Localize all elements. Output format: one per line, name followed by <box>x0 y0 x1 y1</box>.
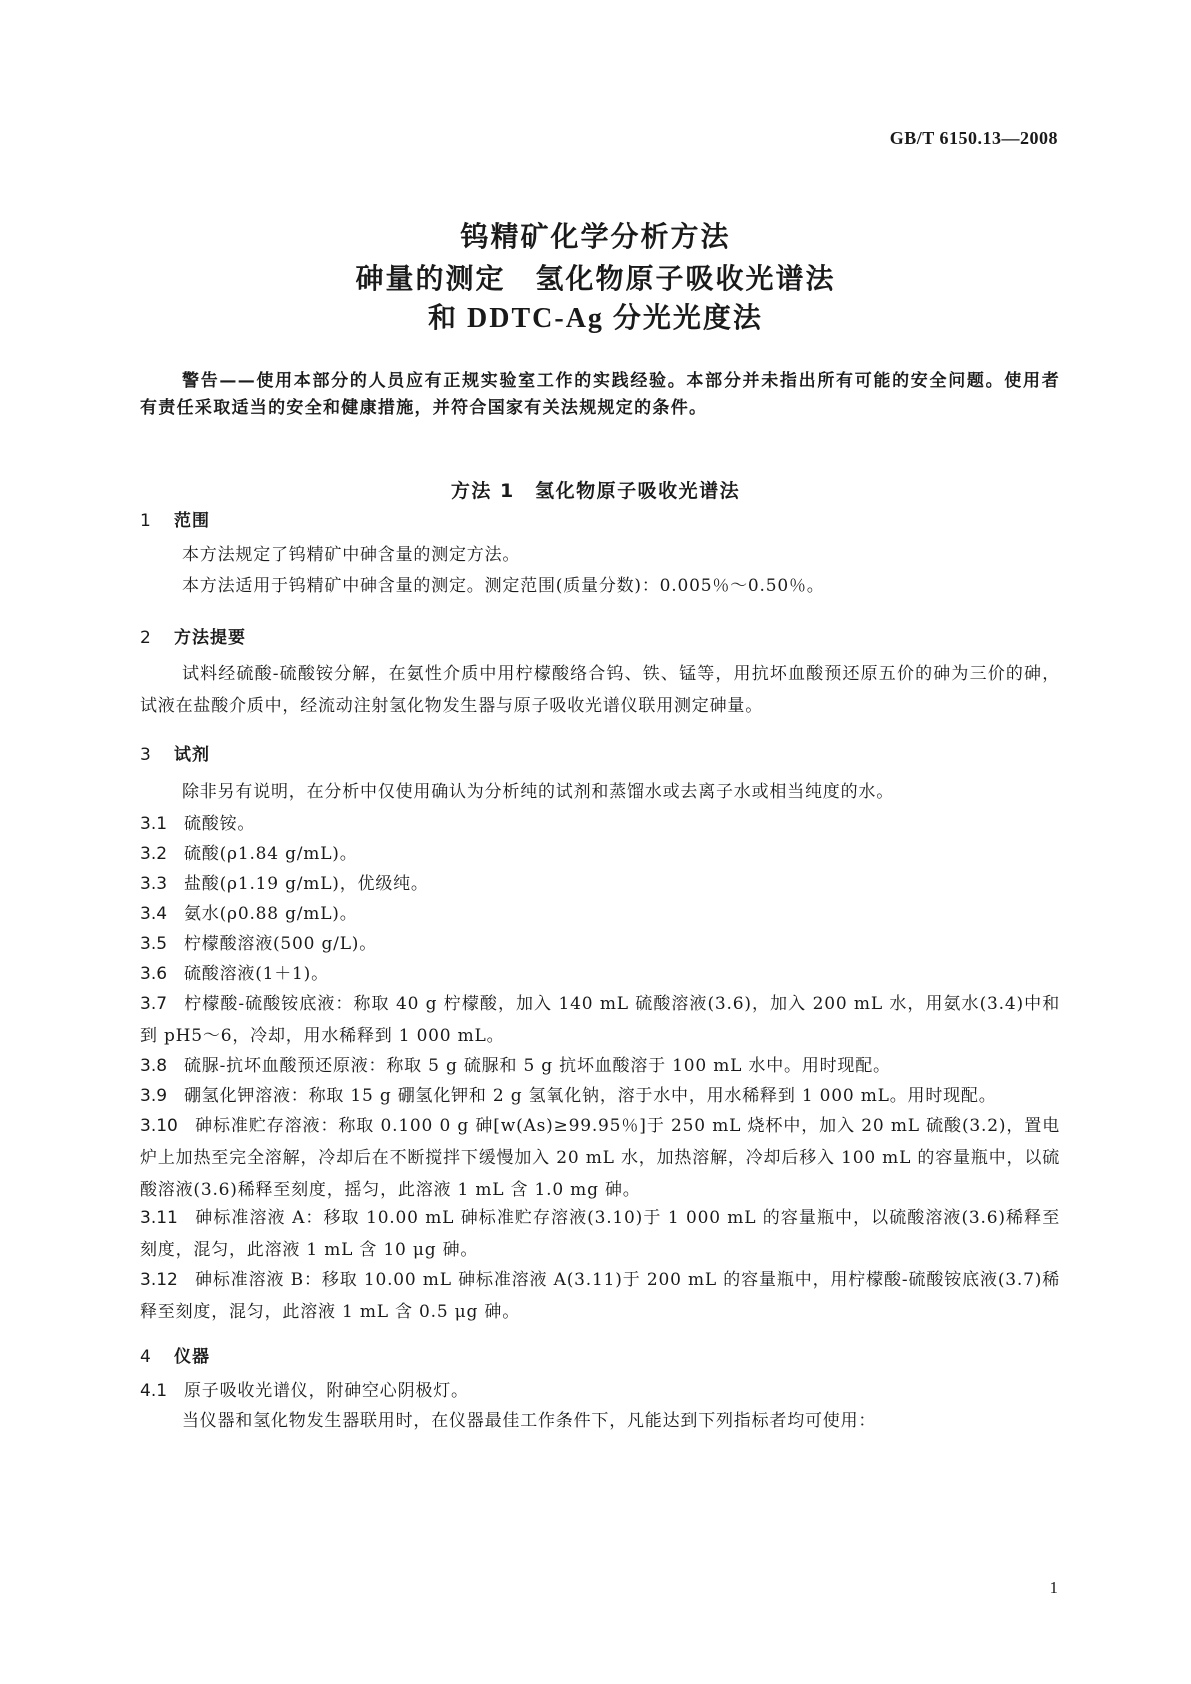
item-text: 硫酸(ρ1.84 g/mL)。 <box>184 844 358 864</box>
paragraph: 本方法适用于钨精矿中砷含量的测定。测定范围(质量分数)：0.005％～0.50％。 <box>182 576 825 596</box>
item-number: 3.9 <box>140 1086 168 1106</box>
item-text: 原子吸收光谱仪，附砷空心阴极灯。 <box>184 1381 469 1401</box>
list-item <box>140 808 1060 840</box>
section-number: 3 <box>140 745 152 765</box>
list-item <box>140 898 1060 930</box>
item-text: 硫酸溶液(1＋1)。 <box>184 964 329 984</box>
item-text: 砷标准溶液 A：移取 10.00 mL 砷标准贮存溶液(3.10)于 1 000 mL 的容量瓶中，以硫酸溶液(3.6)稀释至刻度，混匀，此溶液 1 mL 含 10 μg 砷。 <box>140 1208 1060 1260</box>
item-number: 3.4 <box>140 904 168 924</box>
item-number: 3.10 <box>140 1116 178 1136</box>
item-text: 氨水(ρ0.88 g/mL)。 <box>184 904 358 924</box>
section-heading-principle <box>140 623 246 648</box>
item-number: 3.7 <box>140 994 168 1014</box>
item-text: 硼氢化钾溶液：称取 15 g 硼氢化钾和 2 g 氢氧化钠，溶于水中，用水稀释到 1 000 mL。用时现配。 <box>184 1086 997 1106</box>
item-text: 柠檬酸-硫酸铵底液：称取 40 g 柠檬酸，加入 140 mL 硫酸溶液(3.6)，加入 200 mL 水，用氨水(3.4)中和到 pH5～6，冷却，用水稀释到 1 000 mL。 <box>140 994 1060 1046</box>
item-text: 柠檬酸溶液(500 g/L)。 <box>184 934 378 954</box>
item-text: 硫脲-抗坏血酸预还原液：称取 5 g 硫脲和 5 g 抗坏血酸溶于 100 mL 水中。用时现配。 <box>184 1056 891 1076</box>
item-number: 4.1 <box>140 1381 168 1401</box>
list-item <box>140 1080 1060 1112</box>
list-item <box>140 1202 1060 1266</box>
list-item <box>140 1375 1060 1407</box>
list-item <box>140 1264 1060 1328</box>
title-line-3: 和 DDTC-Ag 分光光度法 <box>428 303 763 334</box>
section-title: 范围 <box>174 511 210 531</box>
section-number: 2 <box>140 628 152 648</box>
item-text: 砷标准贮存溶液：称取 0.100 0 g 砷[w(As)≥99.95％]于 250 mL 烧杯中，加入 20 mL 硫酸(3.2)，置电炉上加热至完全溶解，冷却后在不断搅拌下缓慢加入 20 mL 水，加热溶解，冷却后移入 100 mL 的容量瓶中，以硫酸溶液(3.6)稀释至刻度，摇匀，此溶液 1 mL 含 1.0 mg 砷。 <box>140 1116 1060 1200</box>
section-heading-apparatus <box>140 1342 210 1367</box>
item-number: 3.12 <box>140 1270 178 1290</box>
list-item <box>140 868 1060 900</box>
paragraph: 试料经硫酸-硫酸铵分解，在氨性介质中用柠檬酸络合钨、铁、锰等，用抗坏血酸预还原五价的砷为三价的砷，试液在盐酸介质中，经流动注射氢化物发生器与原子吸收光谱仪联用测定砷量。 <box>140 664 1060 716</box>
item-number: 3.3 <box>140 874 168 894</box>
standard-code: GB/T 6150.13—2008 <box>889 128 1058 148</box>
list-item <box>140 1050 1060 1082</box>
list-item <box>140 838 1060 870</box>
list-item <box>140 988 1060 1052</box>
item-text: 砷标准溶液 B：移取 10.00 mL 砷标准溶液 A(3.11)于 200 mL 的容量瓶中，用柠檬酸-硫酸铵底液(3.7)稀释至刻度，混匀，此溶液 1 mL 含 0.5 μg 砷。 <box>140 1270 1060 1322</box>
warning-paragraph: 警告——使用本部分的人员应有正规实验室工作的实践经验。本部分并未指出所有可能的安全问题。使用者有责任采取适当的安全和健康措施，并符合国家有关法规规定的条件。 <box>140 371 1060 418</box>
item-number: 3.11 <box>140 1208 178 1228</box>
item-number: 3.1 <box>140 814 168 834</box>
list-item <box>140 928 1060 960</box>
item-number: 3.5 <box>140 934 168 954</box>
title-line-1: 钨精矿化学分析方法 <box>460 220 731 253</box>
paragraph: 除非另有说明，在分析中仅使用确认为分析纯的试剂和蒸馏水或去离子水或相当纯度的水。 <box>182 782 894 802</box>
item-number: 3.2 <box>140 844 168 864</box>
section-title: 仪器 <box>174 1347 210 1367</box>
paragraph: 当仪器和氢化物发生器联用时，在仪器最佳工作条件下，凡能达到下列指标者均可使用： <box>182 1411 877 1431</box>
list-item <box>140 958 1060 990</box>
section-title: 方法提要 <box>174 628 246 648</box>
item-text: 盐酸(ρ1.19 g/mL)，优级纯。 <box>184 874 429 894</box>
section-heading-scope <box>140 506 210 531</box>
item-number: 3.8 <box>140 1056 168 1076</box>
method-title: 方法 1 氢化物原子吸收光谱法 <box>450 480 741 502</box>
item-number: 3.6 <box>140 964 168 984</box>
section-number: 1 <box>140 511 152 531</box>
page-number: 1 <box>1049 1578 1058 1597</box>
section-number: 4 <box>140 1347 152 1367</box>
item-text: 硫酸铵。 <box>184 814 256 834</box>
paragraph: 本方法规定了钨精矿中砷含量的测定方法。 <box>182 545 521 565</box>
section-heading-reagents <box>140 740 210 765</box>
section-title: 试剂 <box>174 745 210 765</box>
title-line-2: 砷量的测定 氢化物原子吸收光谱法 <box>355 262 836 295</box>
list-item <box>140 1110 1060 1206</box>
